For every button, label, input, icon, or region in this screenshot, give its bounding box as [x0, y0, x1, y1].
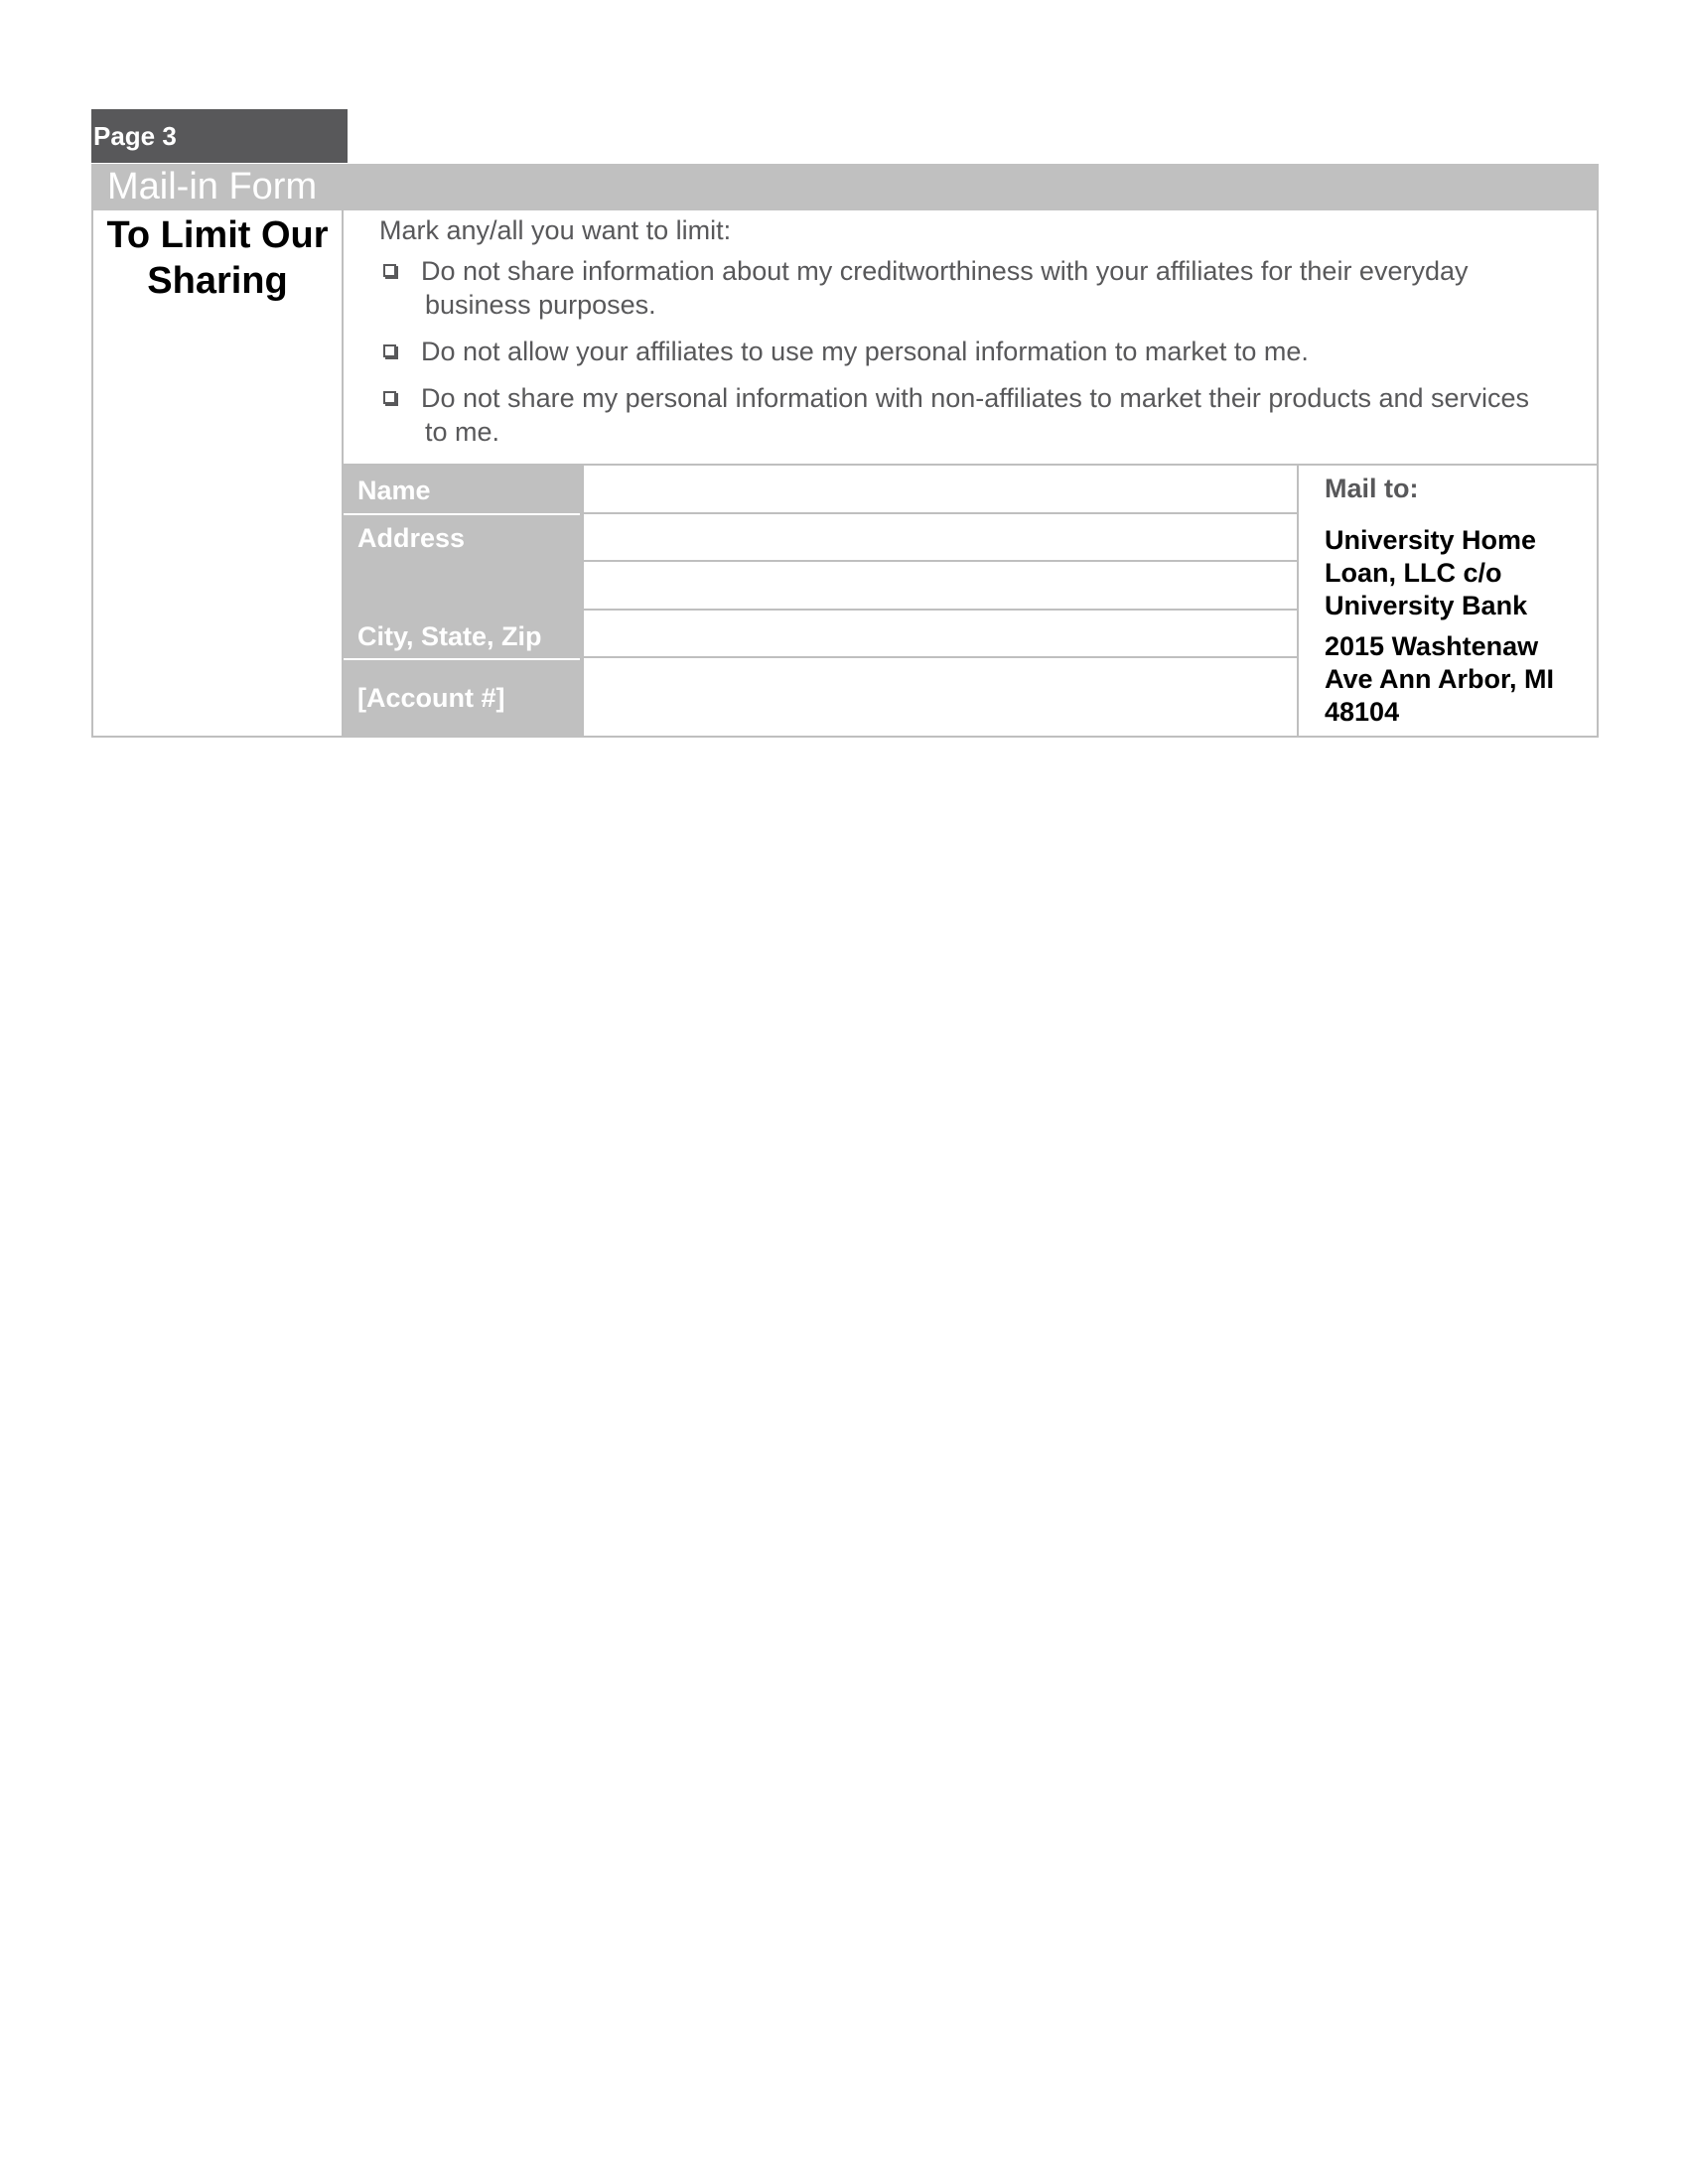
- mail-to-label: Mail to:: [1325, 474, 1419, 503]
- account-number-field[interactable]: [584, 658, 1297, 736]
- label-divider: [344, 513, 580, 515]
- limit-option-affiliate-marketing[interactable]: [383, 335, 1575, 368]
- option-label: [421, 381, 1575, 449]
- city-state-zip-field[interactable]: [584, 611, 1297, 658]
- page-number-tab: Page 3: [91, 109, 348, 163]
- option-label: [421, 254, 1575, 322]
- name-field[interactable]: [584, 466, 1297, 514]
- field-inputs-column: [582, 466, 1299, 736]
- option-label-line-1: Do not allow your affiliates to use my personal information to market to me.: [421, 337, 1309, 366]
- section-title-line-2: Sharing: [147, 260, 288, 302]
- name-label: Name: [357, 476, 431, 505]
- mail-to-line-4: 2015 Washtenaw: [1325, 631, 1539, 661]
- limit-instruction: Mark any/all you want to limit:: [379, 215, 732, 245]
- account-number-label: [Account #]: [357, 683, 505, 713]
- mail-to-line-2: Loan, LLC c/o: [1325, 558, 1502, 588]
- checkbox-icon[interactable]: [383, 344, 396, 357]
- section-title-line-1: To Limit Our: [106, 214, 329, 256]
- mail-to-line-3: University Bank: [1325, 591, 1528, 620]
- mail-to-line-5: Ave Ann Arbor, MI: [1325, 664, 1555, 694]
- form-banner-title: Mail-in Form: [91, 164, 1599, 210]
- mail-to-line-6: 48104: [1325, 697, 1400, 727]
- section-title-column: [93, 210, 344, 736]
- section-title: [93, 210, 342, 304]
- address-line-1-field[interactable]: [584, 514, 1297, 562]
- option-label: [421, 335, 1575, 368]
- city-state-zip-label: City, State, Zip: [357, 621, 542, 651]
- limit-options-area: [344, 210, 1599, 466]
- address-label: Address: [357, 523, 466, 553]
- label-divider: [344, 658, 580, 660]
- contact-fields: [344, 466, 1599, 736]
- checkbox-icon[interactable]: [383, 391, 396, 404]
- mail-in-form: [91, 210, 1599, 738]
- option-label-line-2: business purposes.: [425, 290, 656, 320]
- field-labels-column: [344, 466, 582, 736]
- mail-to-column: [1299, 466, 1599, 736]
- form-content: [344, 210, 1599, 736]
- option-label-line-1: Do not share my personal information with non-affiliates to market their products and services: [421, 383, 1530, 413]
- option-label-line-1: Do not share information about my creditworthiness with your affiliates for their everyday: [421, 256, 1469, 286]
- checkbox-icon[interactable]: [383, 264, 396, 277]
- limit-option-nonaffiliate-marketing[interactable]: [383, 381, 1575, 449]
- mail-to-line-1: University Home: [1325, 525, 1537, 555]
- option-label-line-2: to me.: [425, 417, 500, 447]
- limit-option-creditworthiness[interactable]: [383, 254, 1575, 322]
- address-line-2-field[interactable]: [584, 562, 1297, 611]
